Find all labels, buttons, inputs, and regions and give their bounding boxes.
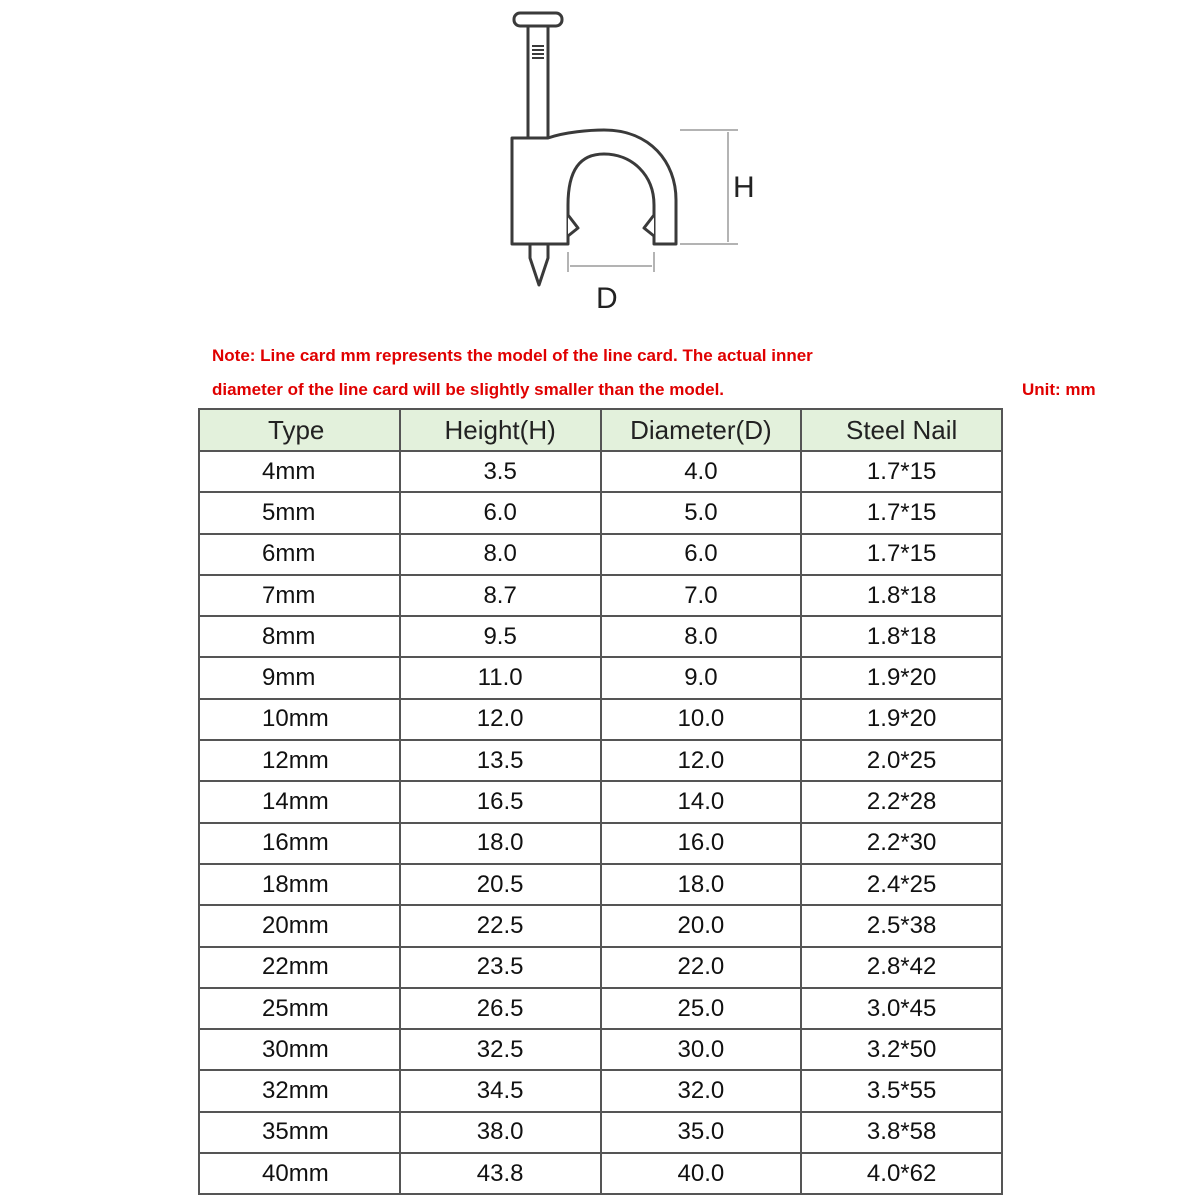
cell-height: 8.7 — [400, 575, 601, 616]
table-row — [199, 1112, 1002, 1153]
cell-height: 23.5 — [400, 947, 601, 988]
cell-height: 11.0 — [400, 657, 601, 698]
table-row — [199, 575, 1002, 616]
note-line-1: Note: Line card mm represents the model of the line card. The actual inner — [212, 346, 813, 365]
cell-height: 38.0 — [400, 1112, 601, 1153]
cell-diameter: 9.0 — [601, 657, 802, 698]
cell-height: 6.0 — [400, 492, 601, 533]
cell-type: 20mm — [199, 905, 400, 946]
table-row — [199, 534, 1002, 575]
table-row — [199, 1153, 1002, 1194]
table-row — [199, 699, 1002, 740]
cell-steel-nail: 1.8*18 — [801, 575, 1002, 616]
cell-type: 18mm — [199, 864, 400, 905]
cell-diameter: 16.0 — [601, 823, 802, 864]
table-row — [199, 451, 1002, 492]
table-row — [199, 864, 1002, 905]
cell-steel-nail: 2.2*28 — [801, 781, 1002, 822]
table-row — [199, 823, 1002, 864]
cell-diameter: 18.0 — [601, 864, 802, 905]
diameter-label: D — [596, 282, 618, 315]
column-header-steel-nail: Steel Nail — [801, 409, 1002, 451]
clip-barb-right — [644, 215, 654, 236]
cell-steel-nail: 1.7*15 — [801, 534, 1002, 575]
cell-diameter: 14.0 — [601, 781, 802, 822]
cell-type: 5mm — [199, 492, 400, 533]
note-line-2: diameter of the line card will be slightly smaller than the model. — [212, 380, 725, 399]
cell-type: 12mm — [199, 740, 400, 781]
table-row — [199, 492, 1002, 533]
cell-type: 14mm — [199, 781, 400, 822]
cell-type: 22mm — [199, 947, 400, 988]
cell-diameter: 30.0 — [601, 1029, 802, 1070]
cell-type: 30mm — [199, 1029, 400, 1070]
cell-height: 3.5 — [400, 451, 601, 492]
table-row — [199, 947, 1002, 988]
cell-diameter: 4.0 — [601, 451, 802, 492]
cell-steel-nail: 2.8*42 — [801, 947, 1002, 988]
cell-type: 32mm — [199, 1070, 400, 1111]
cell-steel-nail: 1.9*20 — [801, 699, 1002, 740]
table-row — [199, 657, 1002, 698]
cell-type: 9mm — [199, 657, 400, 698]
cell-type: 4mm — [199, 451, 400, 492]
cell-steel-nail: 1.8*18 — [801, 616, 1002, 657]
cell-height: 16.5 — [400, 781, 601, 822]
cell-steel-nail: 1.9*20 — [801, 657, 1002, 698]
cell-diameter: 5.0 — [601, 492, 802, 533]
cell-diameter: 10.0 — [601, 699, 802, 740]
column-header-diameter: Diameter(D) — [601, 409, 802, 451]
cell-height: 13.5 — [400, 740, 601, 781]
cell-height: 18.0 — [400, 823, 601, 864]
height-label: H — [733, 171, 755, 204]
cell-type: 7mm — [199, 575, 400, 616]
table-row — [199, 988, 1002, 1029]
cell-steel-nail: 3.8*58 — [801, 1112, 1002, 1153]
cell-diameter: 25.0 — [601, 988, 802, 1029]
cable-clip-diagram — [0, 0, 1200, 330]
cell-type: 6mm — [199, 534, 400, 575]
column-header-type: Type — [199, 409, 400, 451]
spec-table-body — [199, 451, 1002, 1194]
cell-steel-nail: 3.2*50 — [801, 1029, 1002, 1070]
cell-type: 8mm — [199, 616, 400, 657]
cell-steel-nail: 4.0*62 — [801, 1153, 1002, 1194]
table-row — [199, 1029, 1002, 1070]
cell-steel-nail: 2.5*38 — [801, 905, 1002, 946]
table-row — [199, 740, 1002, 781]
cell-height: 43.8 — [400, 1153, 601, 1194]
cell-type: 40mm — [199, 1153, 400, 1194]
cable-clip-drawing — [512, 13, 676, 285]
table-header-row — [199, 409, 1002, 451]
cell-diameter: 22.0 — [601, 947, 802, 988]
cell-diameter: 20.0 — [601, 905, 802, 946]
cell-height: 20.5 — [400, 864, 601, 905]
column-header-height: Height(H) — [400, 409, 601, 451]
cell-height: 26.5 — [400, 988, 601, 1029]
cell-diameter: 7.0 — [601, 575, 802, 616]
table-row — [199, 781, 1002, 822]
cell-type: 35mm — [199, 1112, 400, 1153]
cell-diameter: 40.0 — [601, 1153, 802, 1194]
cell-diameter: 6.0 — [601, 534, 802, 575]
nail-head — [514, 13, 562, 26]
cell-steel-nail: 3.0*45 — [801, 988, 1002, 1029]
nail-point — [528, 244, 548, 285]
unit-label: Unit: mm — [1022, 380, 1096, 399]
cell-diameter: 12.0 — [601, 740, 802, 781]
table-row — [199, 905, 1002, 946]
cell-height: 8.0 — [400, 534, 601, 575]
cell-height: 22.5 — [400, 905, 601, 946]
cell-diameter: 8.0 — [601, 616, 802, 657]
cell-type: 16mm — [199, 823, 400, 864]
cell-steel-nail: 1.7*15 — [801, 492, 1002, 533]
cell-type: 10mm — [199, 699, 400, 740]
cell-height: 32.5 — [400, 1029, 601, 1070]
cell-height: 9.5 — [400, 616, 601, 657]
table-row — [199, 616, 1002, 657]
cell-diameter: 35.0 — [601, 1112, 802, 1153]
cell-steel-nail: 2.2*30 — [801, 823, 1002, 864]
cell-type: 25mm — [199, 988, 400, 1029]
table-row — [199, 1070, 1002, 1111]
cell-steel-nail: 1.7*15 — [801, 451, 1002, 492]
cell-diameter: 32.0 — [601, 1070, 802, 1111]
cell-steel-nail: 2.4*25 — [801, 864, 1002, 905]
cell-height: 34.5 — [400, 1070, 601, 1111]
nail-shank — [528, 26, 548, 138]
clip-barb-left — [568, 215, 578, 236]
cell-height: 12.0 — [400, 699, 601, 740]
cell-steel-nail: 2.0*25 — [801, 740, 1002, 781]
cell-steel-nail: 3.5*55 — [801, 1070, 1002, 1111]
spec-table — [198, 408, 1003, 1195]
